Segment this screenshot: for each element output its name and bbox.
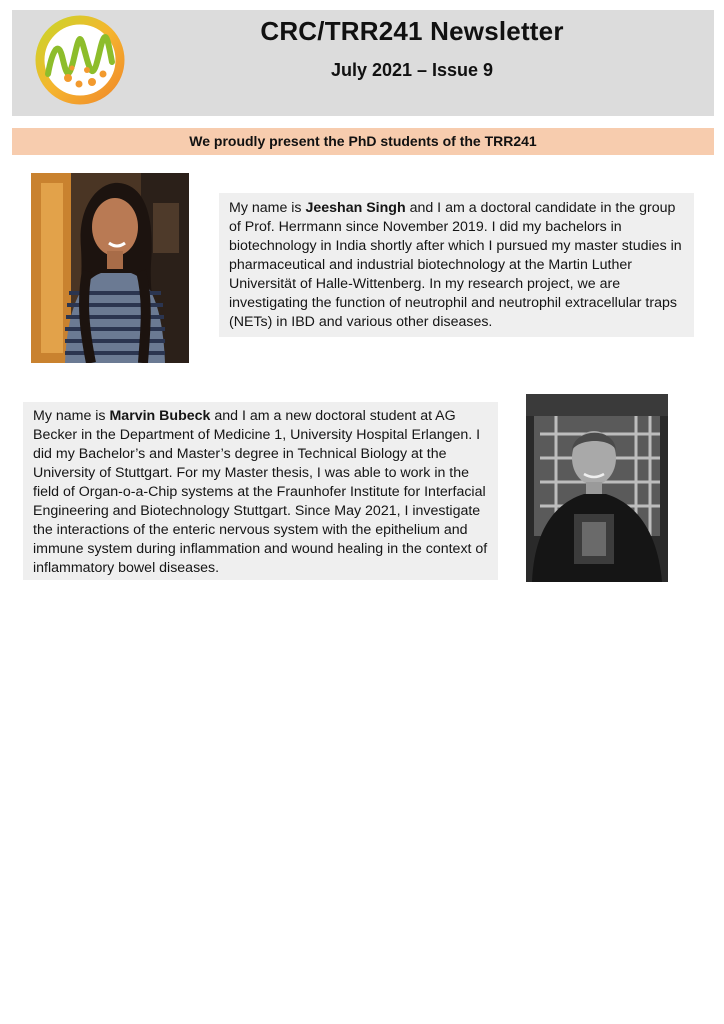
student-bio-jeeshan <box>219 193 694 337</box>
bio-text: and I am a new doctoral student at AG Becker in the Department of Medicine 1, University Hospital Erlangen. I did my Bachelor’s and Master’s degree in Technical Biology at the University of Stuttgart. For my Master thesis, I was able to work in the field of Organ-o-a-Chip systems at the Fraunhofer Institute for Interfacial Engineering and Biotechnology Stuttgart. Since May 2021, I investigate the interactions of the enteric nervous system with the epithelium and immune system during inflammation and wound healing in the context of inflammatory bowel diseases. <box>33 408 488 576</box>
newsletter-header <box>12 10 714 116</box>
trr241-logo-icon <box>32 12 128 108</box>
newsletter-title: CRC/TRR241 Newsletter <box>260 16 564 46</box>
newsletter-issue: July 2021 – Issue 9 <box>330 60 494 80</box>
student-photo-marvin <box>526 394 668 582</box>
student-name: Jeeshan Singh <box>305 200 406 216</box>
student-photo-jeeshan <box>31 173 189 363</box>
student-bio-marvin <box>23 402 498 580</box>
section-banner: We proudly present the PhD students of the TRR241 <box>12 128 714 155</box>
bio-intro: My name is <box>229 200 306 216</box>
bio-intro: My name is <box>33 408 110 424</box>
student-name: Marvin Bubeck <box>109 408 211 424</box>
bio-text: and I am a doctoral candidate in the group of Prof. Herrmann since November 2019. I did my bachelors in biotechnology in India shortly after which I pursued my master studies in pharmaceutical and industrial biotechnology at the Martin Luther Universität of Halle-Wittenberg. In my research project, we are investigating the function of neutrophil and neutrophil extracellular traps (NETs) in IBD and various other diseases. <box>229 200 682 330</box>
